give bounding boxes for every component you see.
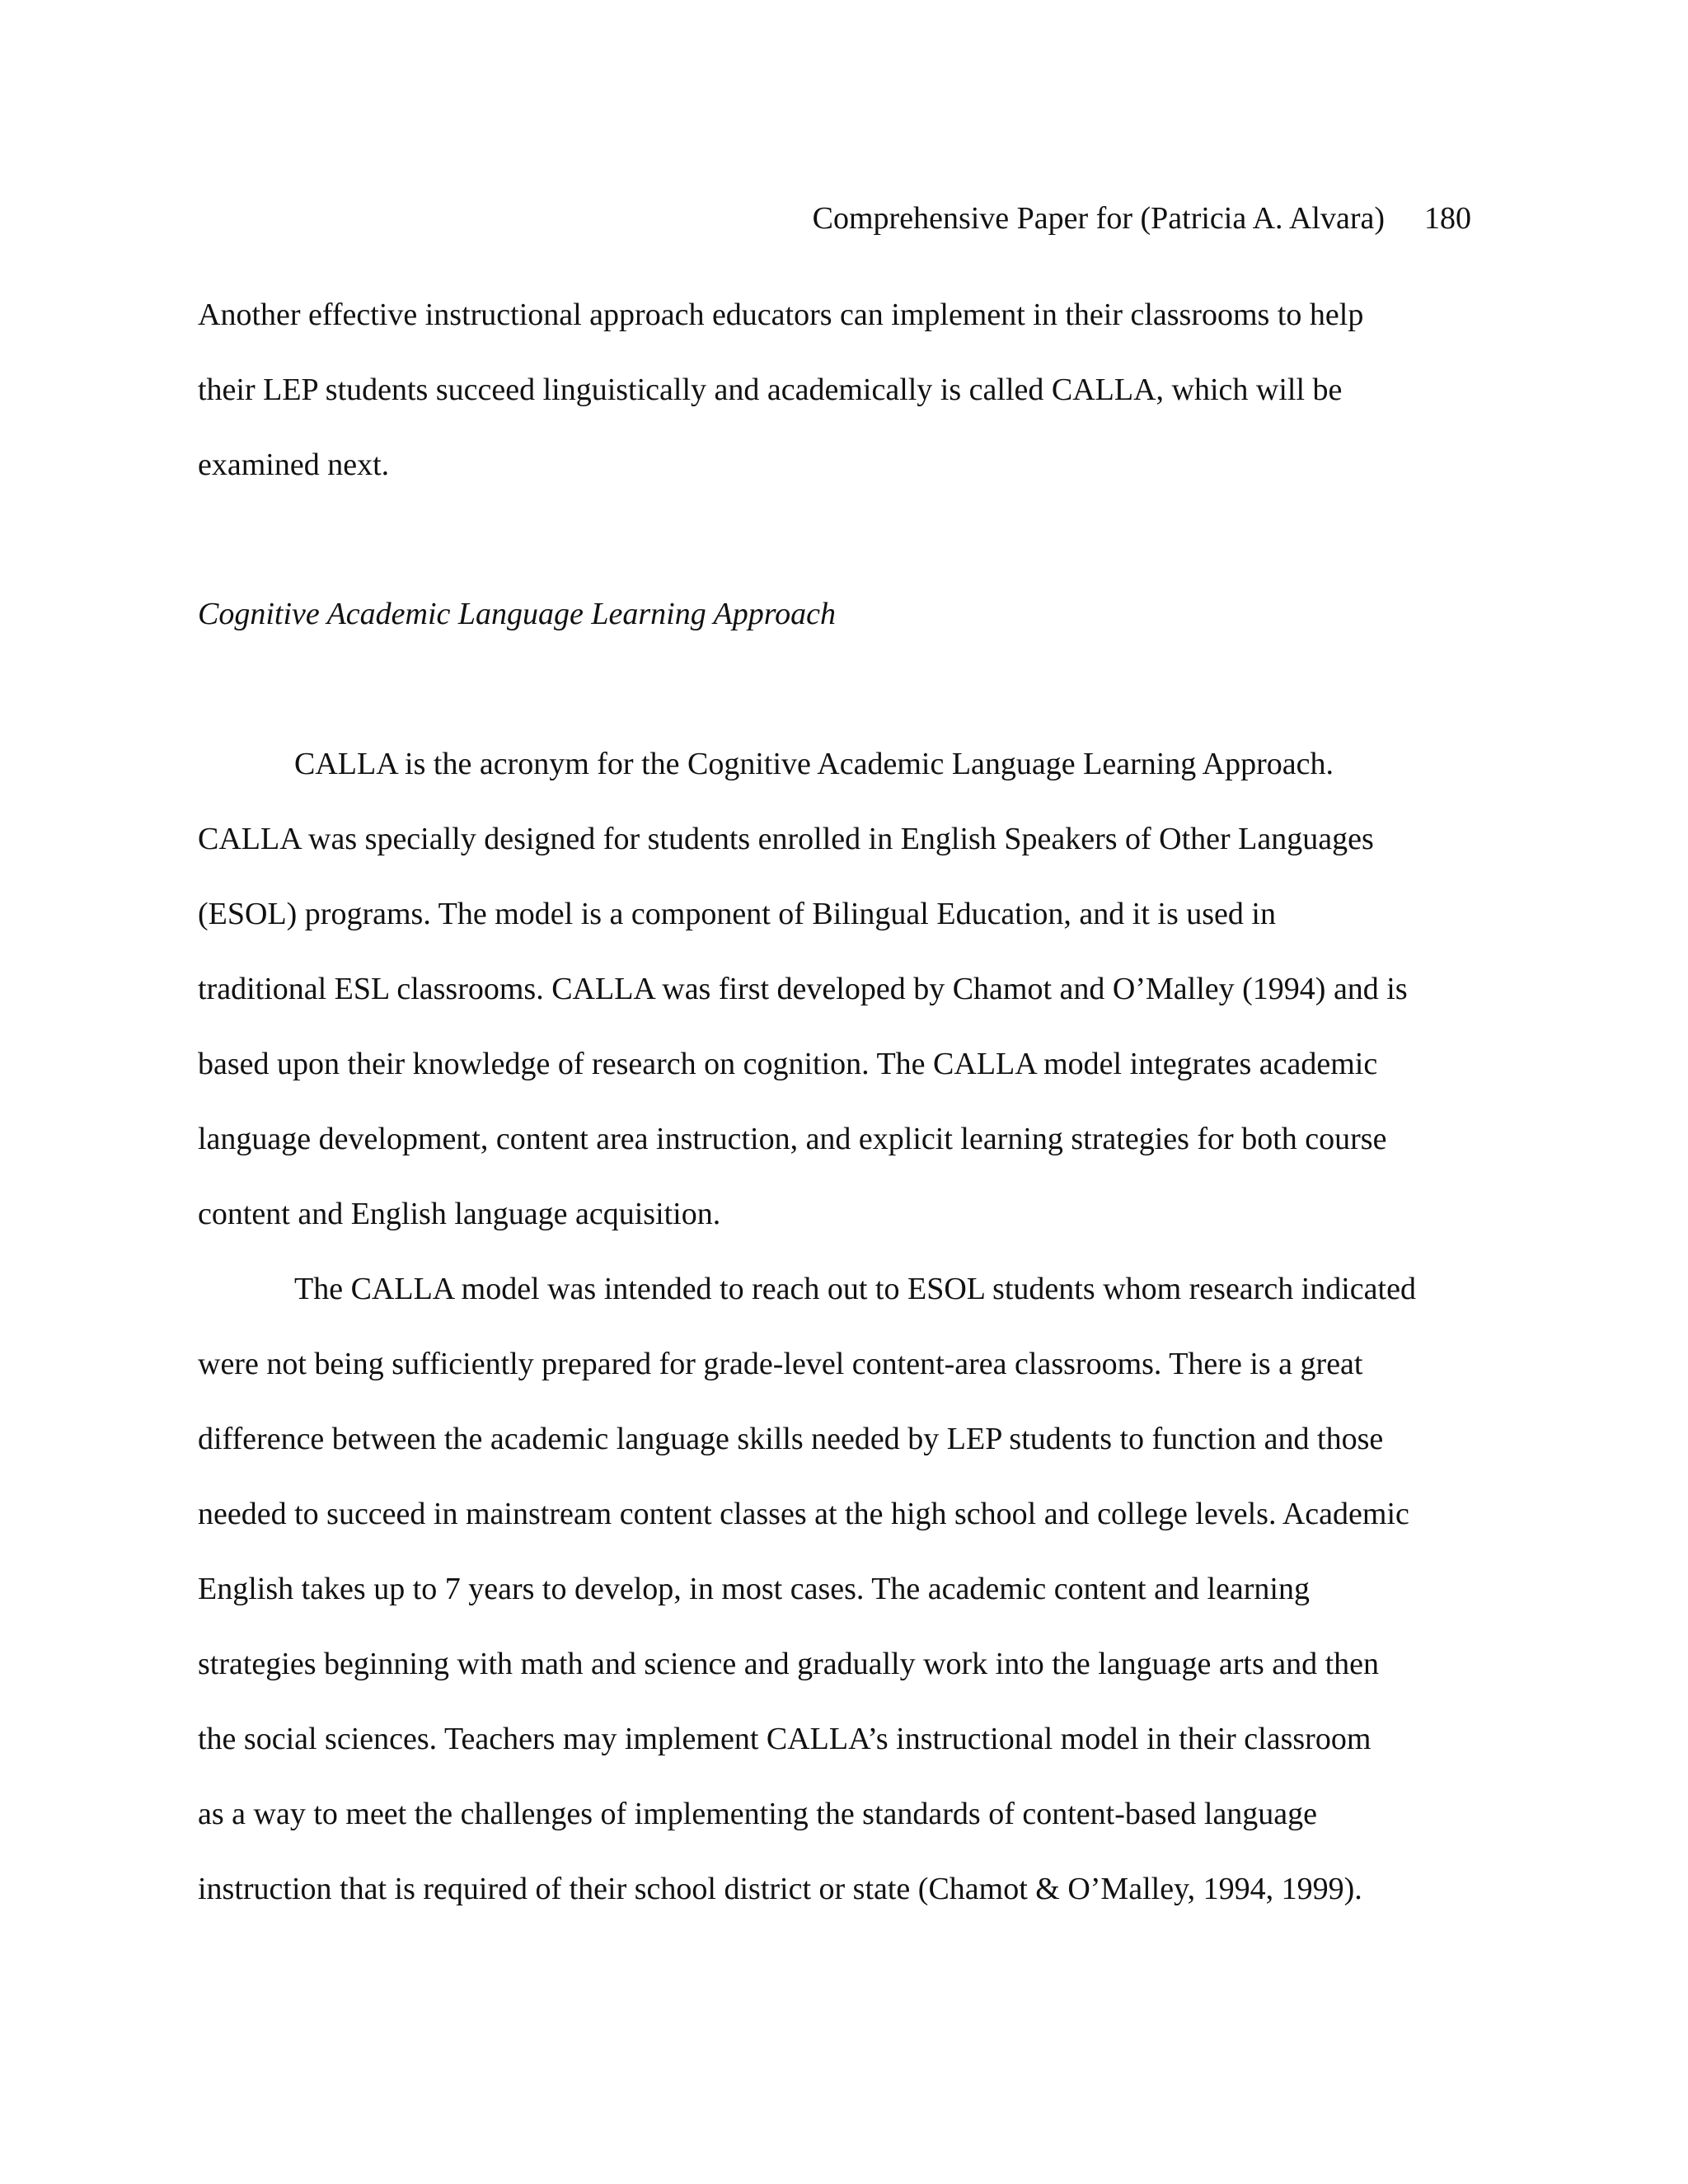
- paragraph1-line: content and English language acquisition.: [198, 1197, 721, 1231]
- paragraph2-line: difference between the academic language skills needed by LEP students to function and those: [198, 1422, 1384, 1456]
- paragraph1-line: CALLA was specially designed for students enrolled in English Speakers of Other Languages: [198, 822, 1374, 856]
- paragraph1-line: (ESOL) programs. The model is a component of Bilingual Education, and it is used in: [198, 897, 1276, 931]
- paragraph1-line: CALLA is the acronym for the Cognitive Academic Language Learning Approach.: [294, 747, 1334, 781]
- paragraph1-line: based upon their knowledge of research on cognition. The CALLA model integrates academic: [198, 1047, 1378, 1081]
- intro-line: examined next.: [198, 448, 390, 482]
- running-head: [198, 194, 1471, 243]
- intro-line: their LEP students succeed linguistically and academically is called CALLA, which will be: [198, 373, 1343, 407]
- paragraph2-line: as a way to meet the challenges of implementing the standards of content-based language: [198, 1797, 1318, 1831]
- paragraph2-line: The CALLA model was intended to reach out to ESOL students whom research indicated: [294, 1272, 1416, 1306]
- paragraph1-line: language development, content area instruction, and explicit learning strategies for both course: [198, 1122, 1387, 1156]
- intro-line: Another effective instructional approach educators can implement in their classrooms to help: [198, 298, 1364, 332]
- paragraph2-line: the social sciences. Teachers may implement CALLA’s instructional model in their classroom: [198, 1722, 1372, 1756]
- paragraph2-line: strategies beginning with math and science and gradually work into the language arts and then: [198, 1647, 1380, 1681]
- running-title: Comprehensive Paper for (Patricia A. Alvara): [812, 201, 1385, 236]
- paragraph2-line: were not being sufficiently prepared for grade-level content-area classrooms. There is a great: [198, 1347, 1363, 1381]
- paragraph2-line: English takes up to 7 years to develop, in most cases. The academic content and learning: [198, 1572, 1310, 1606]
- section-heading: Cognitive Academic Language Learning Approach: [198, 597, 836, 631]
- paragraph1-line: traditional ESL classrooms. CALLA was first developed by Chamot and O’Malley (1994) and is: [198, 972, 1408, 1006]
- page-number: 180: [1424, 201, 1471, 236]
- paragraph2-line: needed to succeed in mainstream content classes at the high school and college levels. Academic: [198, 1497, 1409, 1531]
- paragraph2-line: instruction that is required of their school district or state (Chamot & O’Malley, 1994, 1999).: [198, 1872, 1362, 1906]
